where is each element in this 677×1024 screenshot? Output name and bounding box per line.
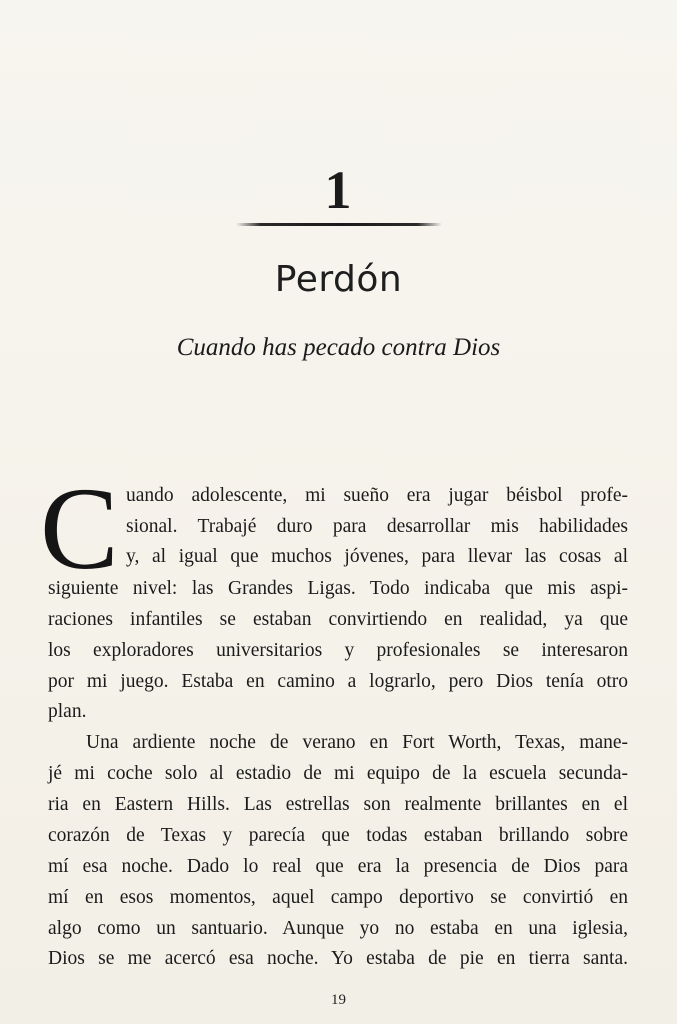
- chapter-subtitle: Cuando has pecado contra Dios: [176, 334, 501, 361]
- body-line: ria en Eastern Hills. Las estrellas son realmente brillantes en el: [48, 794, 628, 815]
- body-line: los exploradores universitarios y profesionales se interesaron: [48, 640, 628, 661]
- body-line: raciones infantiles se estaban convirtiendo en realidad, ya que: [48, 609, 628, 630]
- body-line: mí en esos momentos, aquel campo deportivo se convirtió en: [48, 887, 628, 908]
- body-line: por mi juego. Estaba en camino a lograrlo, pero Dios tenía otro: [48, 671, 628, 692]
- body-line: siguiente nivel: las Grandes Ligas. Todo indicaba que mis aspi-: [48, 578, 628, 599]
- chapter-divider-rule: [236, 223, 442, 226]
- body-line: sional. Trabajé duro para desarrollar mis habilidades: [126, 516, 628, 537]
- body-line: jé mi coche solo al estadio de mi equipo de la escuela secunda-: [48, 763, 628, 784]
- body-line: Dios se me acercó esa noche. Yo estaba de pie en tierra santa.: [48, 948, 628, 969]
- body-line: plan.: [48, 701, 87, 722]
- body-line: uando adolescente, mi sueño era jugar béisbol profe-: [126, 485, 628, 506]
- page-number: 19: [331, 992, 346, 1008]
- drop-cap-letter: C: [40, 463, 119, 594]
- body-line: mí esa noche. Dado lo real que era la presencia de Dios para: [48, 856, 628, 877]
- body-line: y, al igual que muchos jóvenes, para llevar las cosas al: [126, 546, 628, 567]
- chapter-title: Perdón: [274, 259, 403, 300]
- body-line: corazón de Texas y parecía que todas estaban brillando sobre: [48, 825, 628, 846]
- body-line: algo como un santuario. Aunque yo no estaba en una iglesia,: [48, 918, 628, 939]
- chapter-number: 1: [324, 160, 353, 220]
- body-line: Una ardiente noche de verano en Fort Worth, Texas, mane-: [86, 732, 628, 753]
